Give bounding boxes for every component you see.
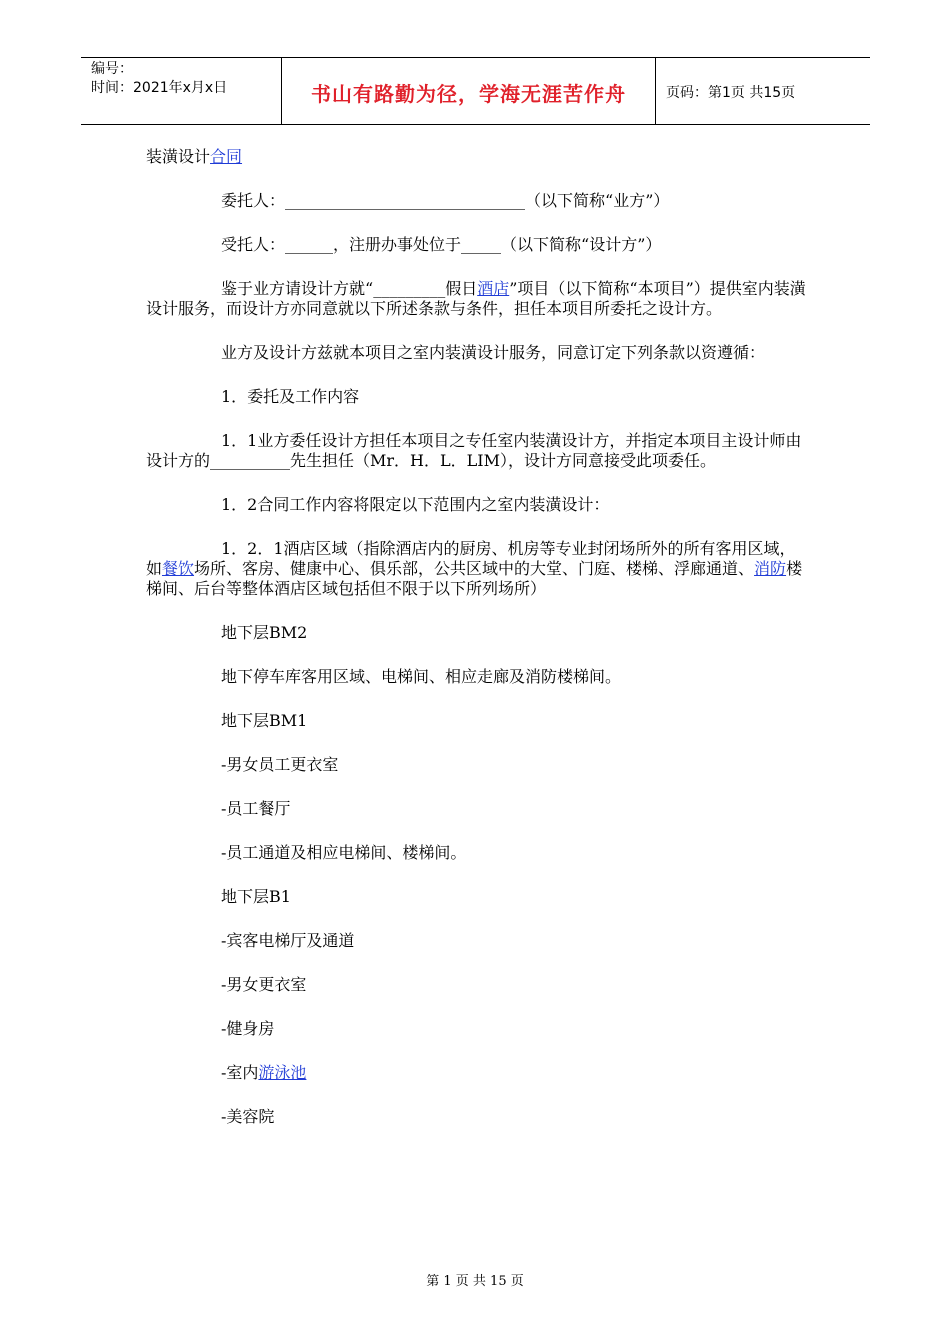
doc-number-label: 编号： (91, 61, 133, 77)
contract-link[interactable]: 合同 (210, 147, 243, 166)
header-meta (91, 60, 227, 98)
section-1-2: 1．2合同工作内容将限定以下范围内之室内装潢设计： (221, 495, 610, 514)
section-1-2-1: 1．2．1酒店区域（指除酒店内的厨房、机房等专业封闭场所外的所有客用区域，如餐饮场所、客房、健康中心、俱乐部，公共区域中的大堂、门庭、楼梯、浮廊通道、消防楼梯间、后台等整体酒店区域包括但不限于以下所列场所） (146, 539, 803, 598)
list-item: -员工通道及相应电梯间、楼梯间。 (221, 843, 467, 862)
list-item: -美容院 (221, 1107, 275, 1126)
header-motto: 书山有路勤为径，学海无涯苦作舟 (311, 82, 626, 106)
section-1-heading: 1．委托及工作内容 (221, 387, 360, 406)
header-top-rule (81, 57, 870, 58)
intro-paragraph: 鉴于业方请设计方就“_________假日酒店”项目（以下简称“本项目”）提供室内装潢设计服务，而设计方亦同意就以下所述条款与条件，担任本项目所委托之设计方。 (146, 279, 806, 318)
hotel-link[interactable]: 酒店 (477, 279, 510, 298)
agreement-paragraph: 业方及设计方兹就本项目之室内装潢设计服务，同意订定下列条款以资遵循： (221, 343, 766, 362)
list-item: -男女更衣室 (221, 975, 307, 994)
list-item: 地下层BM1 (221, 711, 308, 730)
client-line: 委托人：______________________________（以下简称“业方”） (221, 191, 670, 210)
list-item-pool: -室内游泳池 (221, 1063, 307, 1082)
designer-line: 受托人：______，注册办事处位于_____（以下简称“设计方”） (221, 235, 662, 254)
fire-protection-link[interactable]: 消防 (754, 559, 787, 578)
list-item: -男女员工更衣室 (221, 755, 339, 774)
list-item: -健身房 (221, 1019, 275, 1038)
list-item: -员工餐厅 (221, 799, 291, 818)
doc-time-label: 时间：2021年x月x日 (91, 80, 228, 96)
catering-link[interactable]: 餐饮 (162, 559, 195, 578)
swimming-pool-link[interactable]: 游泳池 (258, 1063, 307, 1082)
list-item: -宾客电梯厅及通道 (221, 931, 355, 950)
header-bottom-rule (81, 124, 870, 125)
page-footer: 第 1 页 共 15 页 (426, 1274, 524, 1289)
header-divider-right (655, 57, 656, 125)
list-item: 地下层B1 (221, 887, 291, 906)
list-item: 地下层BM2 (221, 623, 308, 642)
client-blank: ______________________________ (285, 191, 526, 210)
section-1-1: 1．1业方委任设计方担任本项目之专任室内装潢设计方，并指定本项目主设计师由设计方的__________先生担任（Mr．H．L．LIM），设计方同意接受此项委任。 (146, 431, 802, 470)
list-item: 地下停车库客用区域、电梯间、相应走廊及消防楼梯间。 (221, 667, 622, 686)
document-body (146, 147, 808, 1127)
header-page-info: 页码：第1页 共15页 (666, 85, 796, 101)
doc-title: 装潢设计合同 (146, 147, 243, 166)
